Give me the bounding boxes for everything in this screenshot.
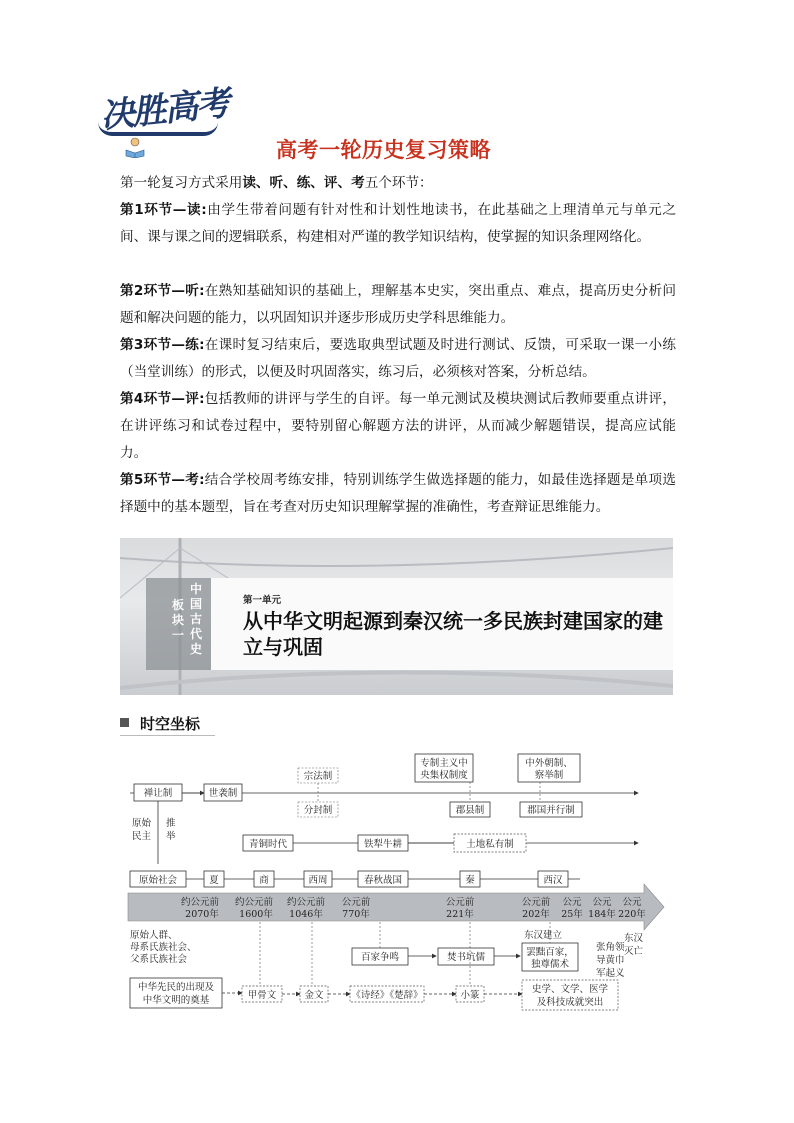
early-line1: 原始人群、 (130, 930, 178, 941)
fenfeng-label: 分封制 (303, 805, 333, 816)
donghan-line2: 灭亡 (624, 946, 644, 957)
zhangjiao-line2: 导黄巾 (596, 955, 625, 966)
shixi-label: 世袭制 (208, 788, 238, 799)
step-text: 包括教师的讲评与学生的自评。每一单元测试及模块测试后教师要重点讲评，在讲评练习和试卷过程中，要特别留心解题方法的讲评，从而减少解题错误，提高应试能力。 (120, 391, 676, 461)
banner-card (146, 578, 673, 670)
yuanshi-line2: 民主 (132, 831, 152, 842)
brand-logo (96, 78, 231, 164)
section-category: 中国古代史 (189, 582, 202, 656)
shijing-label: 《诗经》《楚辞》 (351, 990, 423, 1001)
zhangjiao-line3: 军起义 (596, 968, 625, 979)
intro-line (120, 170, 676, 197)
zhangjiao-line1: 张角领 (596, 942, 625, 953)
unit-title: 从中华文明起源到秦汉统一多民族封建国家的建立与巩固 (243, 609, 663, 659)
jinwen-label: 金文 (304, 990, 324, 1001)
era-label: 原始社会 (138, 875, 178, 886)
book-reader-icon (124, 136, 146, 158)
logo-swoosh (98, 122, 218, 136)
baijia-label: 百家争鸣 (360, 952, 400, 963)
donghan-line1: 东汉 (624, 933, 644, 944)
step-paragraph-4 (120, 386, 676, 467)
step-paragraph-2 (120, 278, 676, 332)
logo-text: 决胜高考 (98, 83, 231, 137)
banner-main (211, 578, 673, 670)
step-label: 第4环节—评: (120, 391, 205, 407)
date-line1: 公元 (562, 897, 582, 908)
era-label: 西汉 (543, 875, 563, 886)
timeline-diagram (120, 742, 680, 1017)
origin-line2: 中华文明的奠基 (142, 995, 210, 1006)
early-line3: 父系氏族社会 (130, 954, 188, 965)
step-paragraph-3 (120, 332, 676, 386)
unit-label: 第一单元 (243, 595, 282, 606)
zhongwai-line2: 察举制 (534, 770, 564, 781)
date-line2: 25年 (561, 909, 583, 920)
unit-banner (120, 538, 673, 695)
zhongwai-line1: 中外朝制、 (525, 758, 573, 769)
bachu-line1: 罢黜百家， (526, 947, 574, 958)
date-line1: 约公元前 (234, 897, 274, 908)
date-line2: 202年 (522, 909, 550, 920)
date-line1: 公元前 (445, 897, 475, 908)
date-line1: 约公元前 (286, 897, 326, 908)
date-line2: 770年 (342, 909, 370, 920)
zongfa-label: 宗法制 (303, 771, 333, 782)
qingtong-label: 青铜时代 (248, 839, 288, 850)
date-line1: 公元 (622, 897, 642, 908)
step-label: 第5环节—考: (120, 472, 205, 488)
shixue-line1: 史学、文学、医学 (531, 984, 609, 995)
intro-prefix: 第一轮复习方式采用 (120, 175, 243, 191)
section-label: 板块一 (171, 598, 184, 642)
date-line2: 1046年 (289, 909, 323, 920)
date-line2: 220年 (618, 909, 646, 920)
tieli-label: 铁犁牛耕 (363, 839, 403, 850)
era-label: 春秋战国 (363, 875, 403, 886)
square-bullet-icon (120, 718, 129, 727)
section-title: 时空坐标 (140, 715, 201, 733)
early-line2: 母系氏族社会、 (130, 942, 197, 953)
step-label: 第3环节—练: (120, 337, 205, 353)
dongjian-label: 东汉建立 (524, 930, 563, 941)
era-label: 夏 (209, 875, 219, 886)
date-line2: 184年 (588, 909, 616, 920)
tuiju-line2: 举 (166, 831, 176, 842)
fenshu-label: 焚书坑儒 (446, 952, 486, 963)
step-text: 在课时复习结束后，要选取典型试题及时进行测试、反馈，可采取一课一小练（当堂训练）的形式，以便及时巩固落实，练习后，必须核对答案，分析总结。 (120, 337, 676, 380)
intro-steps: 读、听、练、评、考 (242, 175, 365, 191)
banner-side-block (146, 578, 211, 670)
date-line1: 公元 (592, 897, 612, 908)
bachu-line2: 独尊儒术 (530, 959, 570, 970)
step-label: 第1环节—读: (120, 202, 207, 218)
era-label: 商 (259, 875, 269, 886)
era-label: 西周 (308, 875, 328, 886)
junguo-label: 郡国并行制 (527, 805, 575, 816)
tudi-label: 土地私有制 (466, 839, 514, 850)
step-text: 结合学校周考练安排，特别训练学生做选择题的能力，如最佳选择题是单项选择题中的基本题型，旨在考查对历史知识理解掌握的准确性，考查辩证思维能力。 (120, 472, 676, 515)
step-text: 在熟知基础知识的基础上，理解基本史实，突出重点、难点，提高历史分析问题和解决问题的能力，以巩固知识并逐步形成历史学科思维能力。 (120, 283, 676, 326)
intro-suffix: 五个环节： (364, 175, 433, 191)
date-line2: 2070年 (185, 909, 219, 920)
era-label: 秦 (465, 875, 475, 886)
shixue-line2: 及科技成就突出 (536, 997, 604, 1008)
junxian-label: 郡县制 (455, 805, 485, 816)
date-line2: 1600年 (239, 909, 273, 920)
date-line1: 公元前 (521, 897, 551, 908)
xiaozhuan-label: 小篆 (460, 990, 480, 1001)
tuiju-line1: 推 (166, 818, 176, 829)
date-line2: 221年 (446, 909, 474, 920)
origin-line1: 中华先民的出现及 (137, 982, 215, 993)
jiagu-label: 甲骨文 (247, 990, 277, 1001)
chanrang-label: 禅让制 (143, 788, 173, 799)
step-label: 第2环节—听: (120, 283, 205, 299)
date-line1: 公元前 (341, 897, 371, 908)
step-paragraph-1 (120, 197, 676, 251)
zhuanzhi-line1: 专制主义中 (420, 758, 468, 769)
step-paragraph-5 (120, 467, 676, 521)
page-title: 高考一轮历史复习策略 (276, 138, 491, 162)
zhuanzhi-line2: 央集权制度 (420, 770, 468, 781)
section-underline (120, 735, 215, 736)
yuanshi-line1: 原始 (132, 818, 152, 829)
date-line1: 约公元前 (180, 897, 220, 908)
step-text: 由学生带着问题有针对性和计划性地读书，在此基础之上理清单元与单元之间、课与课之间的逻辑联系，构建相对严谨的教学知识结构，使掌握的知识条理网络化。 (120, 202, 676, 245)
